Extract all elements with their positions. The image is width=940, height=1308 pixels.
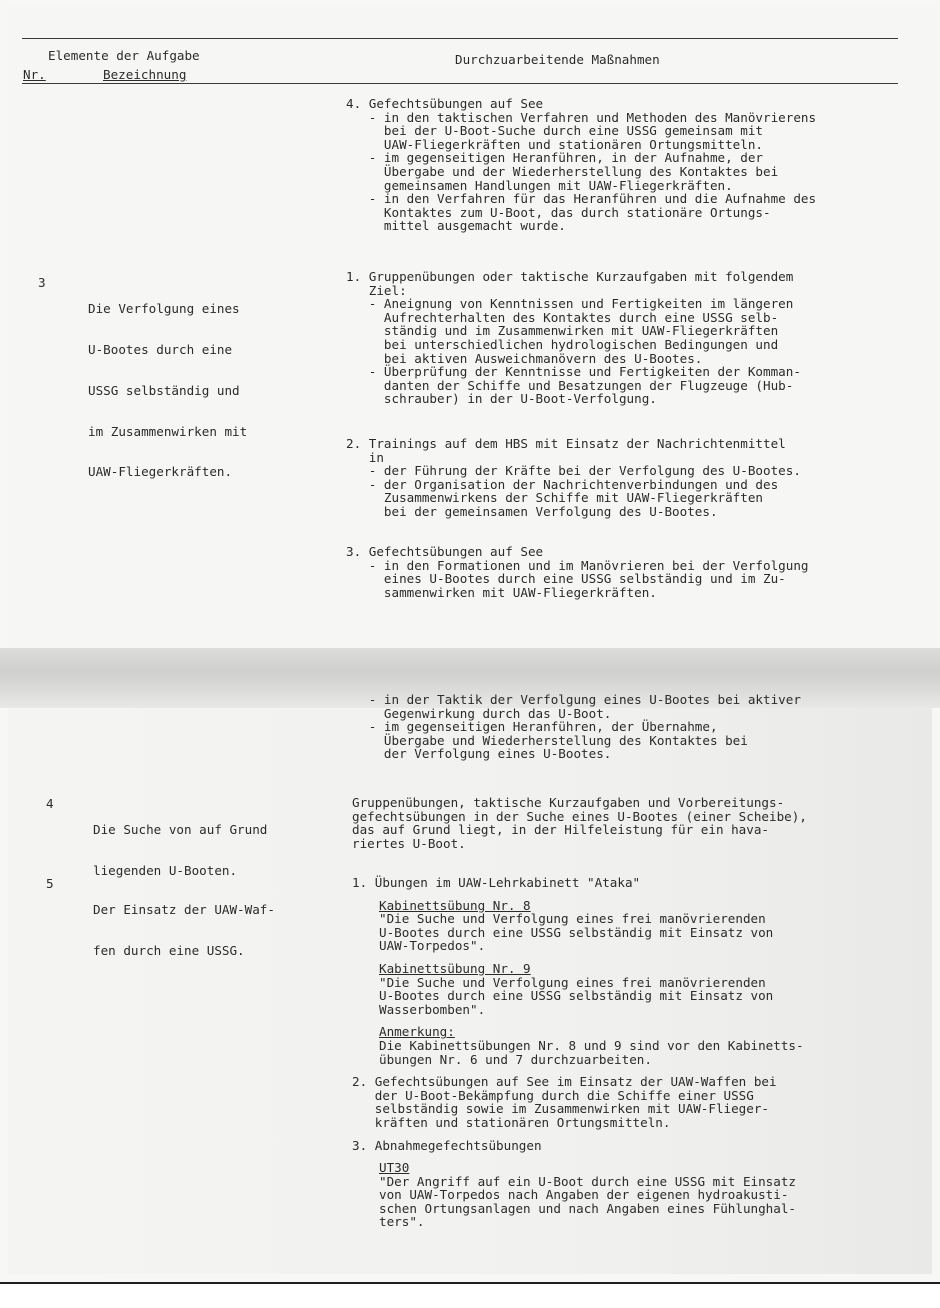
text-line: der Verfolgung eines U-Bootes. — [346, 746, 612, 762]
text-line: eines U-Bootes durch eine USSG selbständig und im Zu- — [346, 571, 786, 587]
row-3-description — [88, 275, 247, 506]
header-col2-title: Durchzuarbeitende Maßnahmen — [455, 52, 660, 67]
row-3-measures-3 — [346, 545, 936, 599]
anmerkung-heading: Anmerkung: — [379, 1024, 455, 1040]
header-top-rule — [22, 38, 898, 39]
text-line: Gruppenübungen, taktische Kurzaufgaben und Vorbereitungs- — [352, 795, 785, 810]
text-line: 2. Trainings auf dem HBS mit Einsatz der Nachrichtenmittel — [346, 436, 786, 451]
text-line: kräften und stationären Ortungsmitteln. — [352, 1114, 671, 1130]
text-line: - in den Formationen und im Manövrieren bei der Verfolgung — [346, 557, 809, 573]
text-line: - der Führung der Kräfte bei der Verfolgung des U-Bootes. — [346, 463, 801, 479]
text-line: übungen Nr. 6 und 7 durchzuarbeiten. — [379, 1051, 652, 1067]
text-line: gefechtsübungen in der Suche eines U-Bootes (einer Scheibe), — [352, 808, 807, 824]
below-page-area — [0, 1284, 940, 1308]
text-line: USSG selbständig und — [88, 382, 240, 398]
text-line: - in der Taktik der Verfolgung eines U-Bootes bei aktiver — [346, 692, 801, 707]
text-line: U-Bootes durch eine USSG selbständig mit Einsatz von — [379, 924, 774, 940]
text-line: Aufrechterhalten des Kontaktes durch eine USSG selb- — [346, 309, 779, 325]
text-line: Übergabe und Wiederherstellung des Kontaktes bei — [346, 732, 748, 748]
text-line: Kontaktes zum U-Boot, das durch stationäre Ortungs- — [346, 204, 771, 220]
row-5-description — [93, 876, 275, 985]
text-line: 3. Abnahmegefechtsübungen — [352, 1137, 542, 1153]
text-line: 1. Gruppenübungen oder taktische Kurzaufgaben mit folgendem — [346, 269, 794, 284]
text-line: U-Bootes durch eine — [88, 341, 233, 357]
text-line: der U-Boot-Bekämpfung durch die Schiffe einer USSG — [352, 1087, 754, 1103]
text-line: - Aneignung von Kenntnissen und Fertigkeiten im längeren — [346, 296, 794, 312]
text-line: gemeinsamen Handlungen mit UAW-Fliegerkräften. — [346, 177, 733, 193]
text-line: selbständig sowie im Zusammenwirken mit UAW-Flieger- — [352, 1101, 770, 1117]
text-line: 1. Übungen im UAW-Lehrkabinett "Ataka" — [352, 875, 641, 890]
text-line: UAW-Fliegerkräften. — [88, 464, 233, 480]
text-line: Die Suche von auf Grund — [93, 822, 268, 838]
text-line: bei unterschiedlichen hydrologischen Bedingungen und — [346, 336, 779, 352]
text-line: Die Kabinettsübungen Nr. 8 und 9 sind vor den Kabinetts- — [379, 1037, 804, 1053]
text-line: Wasserbomben". — [379, 1001, 486, 1017]
kabinettsuebung-8-heading: Kabinettsübung Nr. 8 — [379, 897, 531, 913]
text-line: riertes U-Boot. — [352, 835, 466, 851]
text-line: sammenwirken mit UAW-Fliegerkräften. — [346, 584, 657, 600]
text-line: bei aktiven Ausweichmanövern des U-Bootes. — [346, 350, 703, 366]
row-5-measures — [352, 876, 940, 1229]
text-line: in — [346, 449, 384, 465]
row-3-measures-3-continued — [346, 693, 936, 761]
text-line: - im gegenseitigen Heranführen, in der Aufnahme, der — [346, 150, 764, 166]
text-line: 3. Gefechtsübungen auf See — [346, 544, 544, 559]
row-3-measures-1 — [346, 270, 936, 406]
header-col1-title: Elemente der Aufgabe — [48, 48, 200, 63]
text-line: ständig und im Zusammenwirken mit UAW-Fliegerkräften — [346, 323, 779, 339]
text-line: ters". — [379, 1214, 425, 1230]
row-3-measures-2 — [346, 437, 936, 519]
row-4-measures — [352, 796, 940, 850]
ut30-heading: UT30 — [379, 1160, 410, 1176]
text-line: - Überprüfung der Kenntnisse und Fertigkeiten der Komman- — [346, 364, 801, 380]
text-line: "Die Suche und Verfolgung eines frei manövrierenden — [379, 974, 766, 990]
text-line: von UAW-Torpedos nach Angaben der eigenen hydroakusti- — [379, 1187, 789, 1203]
text-line: - in den taktischen Verfahren und Methoden des Manövrierens — [346, 109, 817, 125]
text-line: 2. Gefechtsübungen auf See im Einsatz der UAW-Waffen bei — [352, 1074, 777, 1090]
text-line: 4. Gefechtsübungen auf See — [346, 96, 544, 111]
text-line: Ziel: — [346, 282, 407, 298]
header-nr: Nr. — [23, 67, 46, 82]
text-line: UAW-Fliegerkräften und stationären Ortungsmitteln. — [346, 136, 764, 152]
text-line: das auf Grund liegt, in der Hilfeleistung für ein hava- — [352, 822, 770, 838]
text-line: Zusammenwirkens der Schiffe mit UAW-Fliegerkräften — [346, 490, 764, 506]
text-line: fen durch eine USSG. — [93, 942, 245, 958]
text-line: - der Organisation der Nachrichtenverbindungen und des — [346, 476, 779, 492]
header-bottom-rule — [22, 83, 898, 84]
text-line: - im gegenseitigen Heranführen, der Übernahme, — [346, 719, 718, 735]
row-4-number: 4 — [46, 796, 54, 811]
kabinettsuebung-9-heading: Kabinettsübung Nr. 9 — [379, 960, 531, 976]
text-line: danten der Schiffe und Besatzungen der Flugzeuge (Hub- — [346, 377, 794, 393]
text-line: Gegenwirkung durch das U-Boot. — [346, 705, 612, 721]
row-5-number: 5 — [46, 876, 54, 891]
text-line: bei der U-Boot-Suche durch eine USSG gemeinsam mit — [346, 123, 764, 139]
text-line: im Zusammenwirken mit — [88, 423, 248, 439]
text-line: UAW-Torpedos". — [379, 938, 486, 954]
text-line: liegenden U-Booten. — [93, 862, 238, 878]
text-line: Der Einsatz der UAW-Waf- — [93, 902, 275, 918]
text-line: Übergabe und der Wiederherstellung des Kontaktes bei — [346, 163, 779, 179]
header-bezeichnung: Bezeichnung — [103, 67, 187, 82]
text-line: "Der Angriff auf ein U-Boot durch eine USSG mit Einsatz — [379, 1173, 797, 1189]
text-line: Die Verfolgung eines — [88, 301, 240, 317]
text-line: - in den Verfahren für das Heranführen und die Aufnahme des — [346, 191, 817, 207]
measures-intro — [346, 97, 936, 233]
text-line: schrauber) in der U-Boot-Verfolgung. — [346, 391, 657, 407]
row-3-number: 3 — [38, 275, 46, 290]
text-line: "Die Suche und Verfolgung eines frei manövrierenden — [379, 911, 766, 927]
text-line: schen Ortungsanlagen und nach Angaben eines Fühlunghal- — [379, 1200, 797, 1216]
text-line: U-Bootes durch eine USSG selbständig mit Einsatz von — [379, 988, 774, 1004]
text-line: bei der gemeinsamen Verfolgung des U-Bootes. — [346, 503, 718, 519]
text-line: mittel ausgemacht wurde. — [346, 218, 566, 234]
